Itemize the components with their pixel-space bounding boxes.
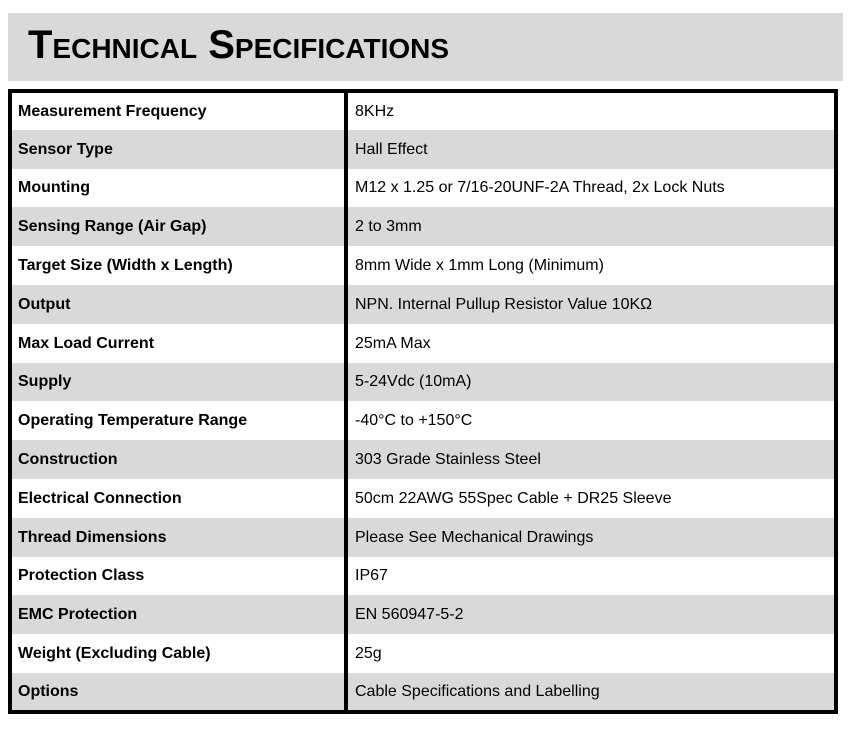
spec-label-cell: Options: [10, 673, 346, 712]
spec-label-cell: Target Size (Width x Length): [10, 246, 346, 285]
spec-rows: [10, 91, 836, 712]
spec-label-cell: Sensor Type: [10, 130, 346, 169]
spec-value-cell: 25mA Max: [355, 334, 431, 352]
spec-row: [10, 673, 836, 712]
spec-label-cell: Thread Dimensions: [10, 518, 346, 557]
spec-value-cell: NPN. Internal Pullup Resistor Value 10KΩ: [355, 295, 653, 313]
spec-value-cell: M12 x 1.25 or 7/16-20UNF-2A Thread, 2x Lock Nuts: [355, 179, 725, 197]
spec-value-cell: 303 Grade Stainless Steel: [355, 450, 541, 468]
spec-value-cell: IP67: [355, 567, 388, 585]
spec-value-cell: Please See Mechanical Drawings: [355, 528, 594, 546]
spec-value-cell: -40°C to +150°C: [355, 412, 473, 430]
spec-value-cell: Cable Specifications and Labelling: [355, 682, 600, 700]
spec-label-cell: Protection Class: [10, 557, 346, 596]
spec-label-cell: Output: [10, 285, 346, 324]
spec-label-cell: Max Load Current: [10, 324, 346, 363]
page-title: Technical Specifications: [28, 23, 450, 67]
spec-value-cell: EN 560947-5-2: [355, 606, 464, 624]
spec-value-cell: 2 to 3mm: [355, 218, 422, 236]
spec-label-cell: Sensing Range (Air Gap): [10, 207, 346, 246]
spec-row: [10, 518, 836, 557]
spec-row: [10, 130, 836, 169]
spec-value-cell: 8KHz: [355, 102, 395, 120]
spec-value-cell: 50cm 22AWG 55Spec Cable + DR25 Sleeve: [355, 489, 672, 507]
spec-label-cell: Mounting: [10, 169, 346, 208]
spec-row: [10, 285, 836, 324]
spec-label-cell: Operating Temperature Range: [10, 401, 346, 440]
spec-row: [10, 634, 836, 673]
spec-row: [10, 324, 836, 363]
title-band: [8, 13, 843, 81]
spec-value-cell: Hall Effect: [355, 140, 428, 158]
spec-row: [10, 557, 836, 596]
spec-label-cell: EMC Protection: [10, 595, 346, 634]
spec-row: [10, 479, 836, 518]
spec-label-cell: Supply: [10, 363, 346, 402]
spec-label-cell: Measurement Frequency: [10, 91, 346, 130]
spec-row: [10, 595, 836, 634]
spec-row: [10, 246, 836, 285]
spec-value-cell: 8mm Wide x 1mm Long (Minimum): [355, 256, 604, 274]
spec-row: [10, 401, 836, 440]
spec-value-cell: 25g: [355, 644, 382, 662]
spec-label-cell: Construction: [10, 440, 346, 479]
spec-row: [10, 91, 836, 130]
spec-row: [10, 169, 836, 208]
spec-row: [10, 440, 836, 479]
spec-row: [10, 207, 836, 246]
specifications-table: [8, 89, 838, 714]
spec-row: [10, 363, 836, 402]
spec-label-cell: Electrical Connection: [10, 479, 346, 518]
spec-value-cell: 5-24Vdc (10mA): [355, 373, 472, 391]
spec-label-cell: Weight (Excluding Cable): [10, 634, 346, 673]
